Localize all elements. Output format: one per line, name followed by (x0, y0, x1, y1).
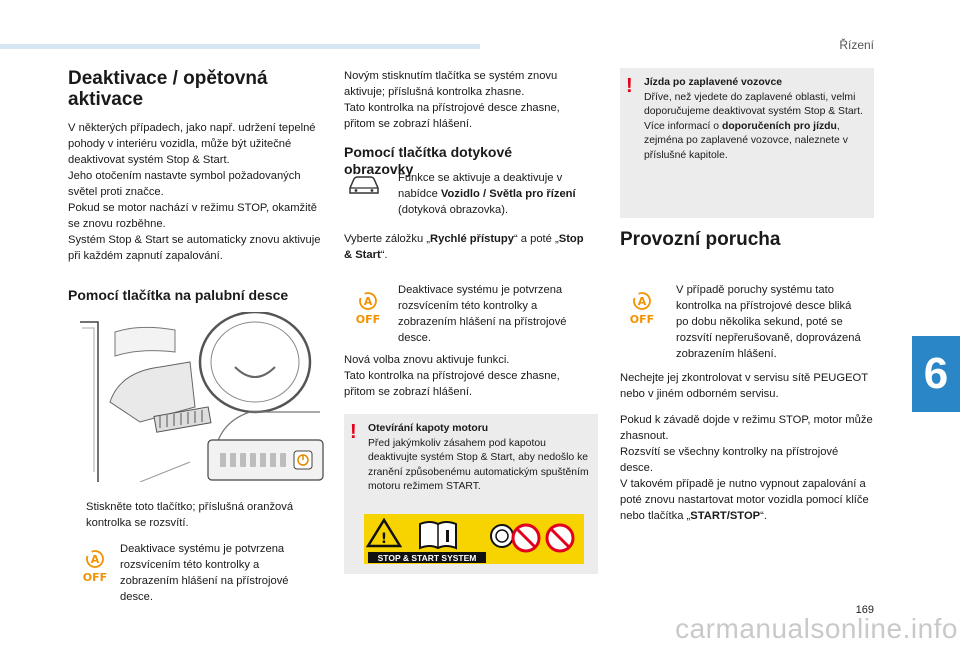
touch-text-menu: Vozidlo / Světla pro řízení (440, 188, 576, 200)
column-3-title (620, 229, 874, 250)
paragraph: Pokud k závadě dojde v režimu STOP, motor může zhasnout. (620, 414, 873, 442)
lamp-text-3: V případě poruchy systému tato kontrolka na přístrojové desce bliká po dobu několika sekund, poté se rozsvítí nepřerušovaně, doprovázená zobrazením hlášení. (676, 284, 861, 360)
restart-text-button: START/STOP (690, 510, 761, 522)
label-exclamation: ! (380, 531, 388, 547)
touch-text-a: Funkce se aktivuje a deaktivuje v nabídce (398, 172, 563, 200)
note-body-2 (644, 120, 868, 164)
note-title: Jízda po zaplavené vozovce (644, 77, 783, 88)
column-1 (68, 68, 326, 304)
note-title: Otevírání kapoty motoru (368, 423, 489, 434)
malfunction-text (620, 370, 874, 524)
column-2 (344, 68, 584, 178)
paragraph: Tato kontrolka na přístrojové desce zhasne, přitom se zobrazí hlášení. (344, 370, 560, 398)
car-icon (346, 172, 382, 198)
a-off-label: OFF (82, 571, 108, 584)
touch-text-c: (dotyková obrazovka). (398, 204, 509, 216)
chapter-title: Řízení (839, 38, 874, 52)
select-tab-text (344, 231, 584, 263)
subtitle-dashboard-button: Pomocí tlačítka na palubní desce (68, 287, 289, 303)
header-bar (0, 44, 480, 49)
paragraph: Tato kontrolka na přístrojové desce zhasne, přitom se zobrazí hlášení. (344, 102, 560, 130)
select-text-quick: Rychlé přístupy (430, 233, 514, 245)
a-off-letter: A (90, 553, 100, 566)
section-title-deactivation: Deaktivace / opětovná aktivace (68, 68, 268, 110)
paragraph: Systém Stop & Start se automaticky znovu aktivuje při každém zapnutí zapalování. (68, 234, 321, 262)
bullet-text: Stiskněte toto tlačítko; příslušná oranžová kontrolka se rozsvítí. (86, 501, 294, 529)
restart-text-a: V takovém případě je nutno vypnout zapalování a poté znovu nastartovat motor vozidla pomocí klíče nebo tlačítka „ (620, 478, 869, 522)
label-stop-start-text: STOP & START SYSTEM (377, 553, 477, 563)
note-text-a: Více informací o (644, 120, 722, 132)
reactivation-text (344, 352, 584, 400)
a-off-label: OFF (355, 313, 381, 326)
warning-exclamation-icon: ! (350, 421, 357, 443)
a-off-label: OFF (629, 313, 655, 326)
paragraph: V některých případech, jako např. udržení tepelné pohody v interiéru vozidla, může být užitečné deaktivovat systém Stop & Start. (68, 122, 316, 166)
subtitle-touchscreen: Pomocí tlačítka dotykové obrazovky (344, 144, 513, 177)
bullet-item (68, 499, 326, 531)
select-text-c: “ a poté „ (513, 233, 559, 245)
note-flooded-road (620, 68, 874, 218)
warning-exclamation-icon: ! (626, 75, 633, 97)
bullet-arrow-icon (68, 499, 86, 531)
note-text-c: , zejména po zaplavené vozovce, naleznete v příslušné kapitole. (644, 120, 848, 161)
paragraph: Nechejte jej zkontrolovat v servisu sítě PEUGEOT nebo v jiném odborném servisu. (620, 372, 868, 400)
touchscreen-text (398, 170, 578, 218)
select-text-e: “. (380, 249, 388, 261)
restart-text-c: “. (760, 510, 767, 522)
paragraph: Novým stisknutím tlačítka se systém znovu aktivuje; příslušná kontrolka zhasne. (344, 70, 558, 98)
lamp-text-2: Deaktivace systému je potvrzena rozsvícením této kontrolky a zobrazením hlášení na přístrojové desce. (398, 284, 567, 344)
warning-label-pictograms (364, 514, 584, 564)
watermark: carmanualsonline.info (675, 613, 958, 644)
chapter-tab: 6 (912, 336, 960, 412)
a-off-warning-icon (624, 290, 660, 326)
a-off-warning-icon (77, 548, 113, 584)
dashboard-drawing (80, 312, 325, 482)
lamp-text-1: Deaktivace systému je potvrzena rozsvícením této kontrolky a zobrazením hlášení na přístrojové desce. (120, 543, 289, 603)
stop-start-label (364, 514, 584, 564)
note-bonnet (344, 414, 598, 574)
note-body: Před jakýmkoliv zásahem pod kapotou deaktivujte systém Stop & Start, aby nedošlo ke zranění způsobenému automatickým spuštěním motoru režimem START. (368, 437, 589, 492)
a-off-letter: A (637, 295, 647, 308)
select-text-a: Vyberte záložku „ (344, 233, 431, 245)
note-text-bold: doporučeních pro jízdu (721, 120, 837, 132)
a-off-warning-icon (350, 290, 386, 326)
paragraph: Rozsvítí se všechny kontrolky na přístrojové desce. (620, 446, 839, 474)
note-body: Dříve, než vjedete do zaplavené oblasti, velmi doporučujeme deaktivovat systém Stop & Start. (644, 91, 863, 117)
page-number: 169 (855, 604, 874, 616)
paragraph (620, 476, 874, 524)
select-text-stopstart: Stop & Start (344, 233, 584, 261)
paragraph: Jeho otočením nastavte symbol požadovaných světel proti značce. (68, 170, 301, 198)
paragraph: Nová volba znovu aktivuje funkci. (344, 354, 510, 366)
a-off-letter: A (363, 295, 373, 308)
paragraph: Pokud se motor nachází v režimu STOP, okamžitě se znovu rozběhne. (68, 202, 317, 230)
section-title-malfunction: Provozní porucha (620, 229, 781, 250)
dashboard-illustration (80, 312, 325, 482)
